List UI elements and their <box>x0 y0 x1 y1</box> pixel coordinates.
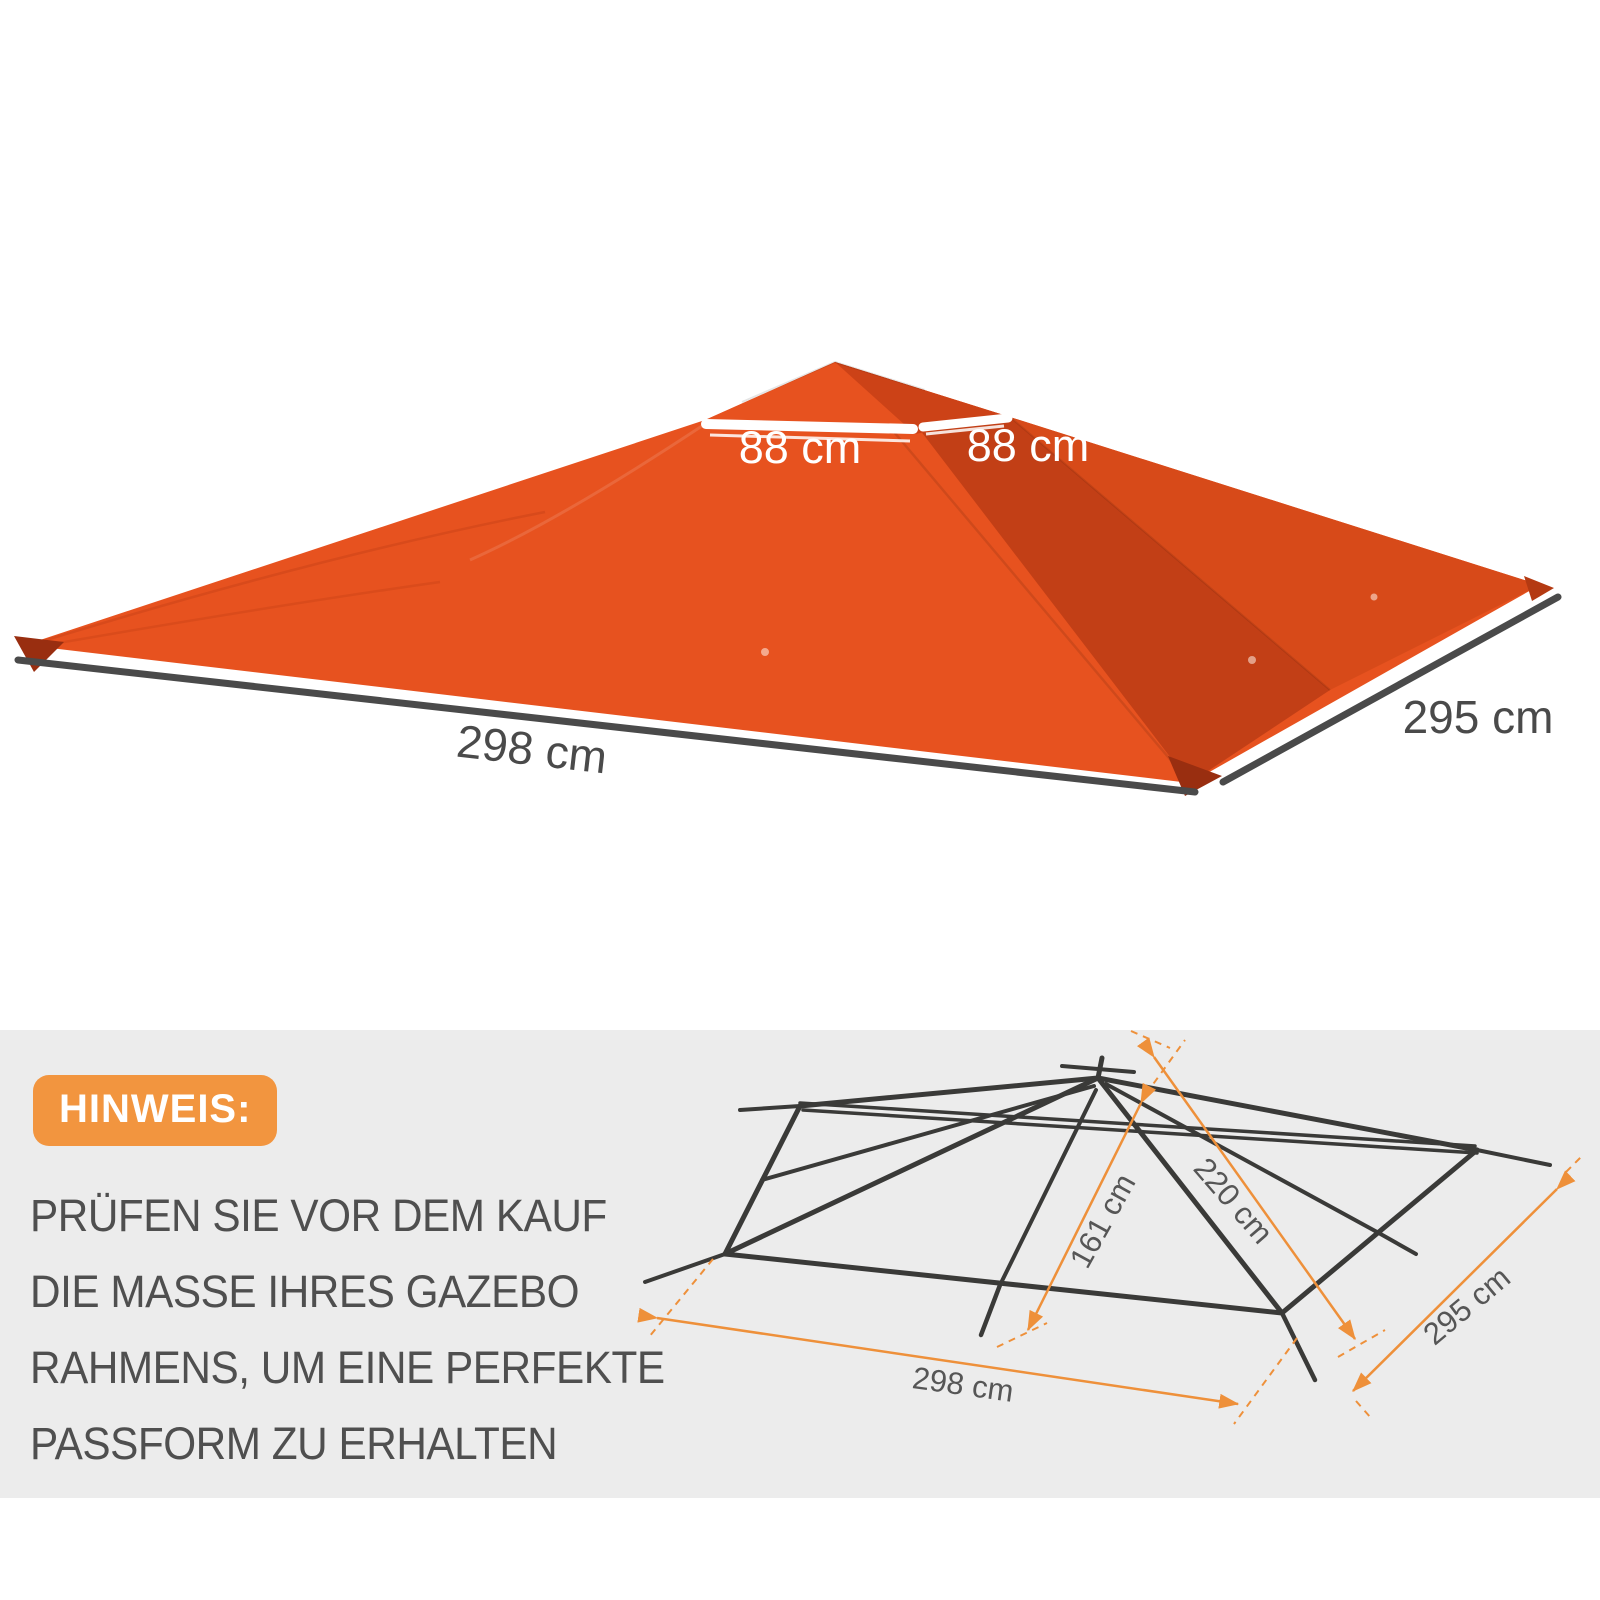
note-line-4: PASSFORM ZU ERHALTEN <box>30 1418 558 1469</box>
diagram-depth-label: 295 cm <box>1416 1259 1517 1352</box>
canopy-width-label: 298 cm <box>454 714 610 784</box>
vent-width-left-label: 88 cm <box>738 422 862 473</box>
note-line-3: RAHMENS, UM EINE PERFEKTE <box>30 1342 665 1393</box>
diagram-inner-slope-label: 161 cm <box>1062 1167 1143 1274</box>
vent-width-right-label: 88 cm <box>966 420 1090 471</box>
note-line-2: DIE MASSE IHRES GAZEBO <box>30 1266 580 1317</box>
note-text <box>30 1178 669 1482</box>
note-line-1: PRÜFEN SIE VOR DEM KAUF <box>30 1190 607 1241</box>
hinweis-badge: HINWEIS: <box>33 1075 277 1146</box>
canopy-depth-label: 295 cm <box>1402 691 1554 743</box>
diagram-hip-rafter-label: 220 cm <box>1186 1150 1280 1251</box>
diagram-width-label: 298 cm <box>910 1360 1016 1409</box>
dim-295-line <box>1353 1189 1557 1391</box>
